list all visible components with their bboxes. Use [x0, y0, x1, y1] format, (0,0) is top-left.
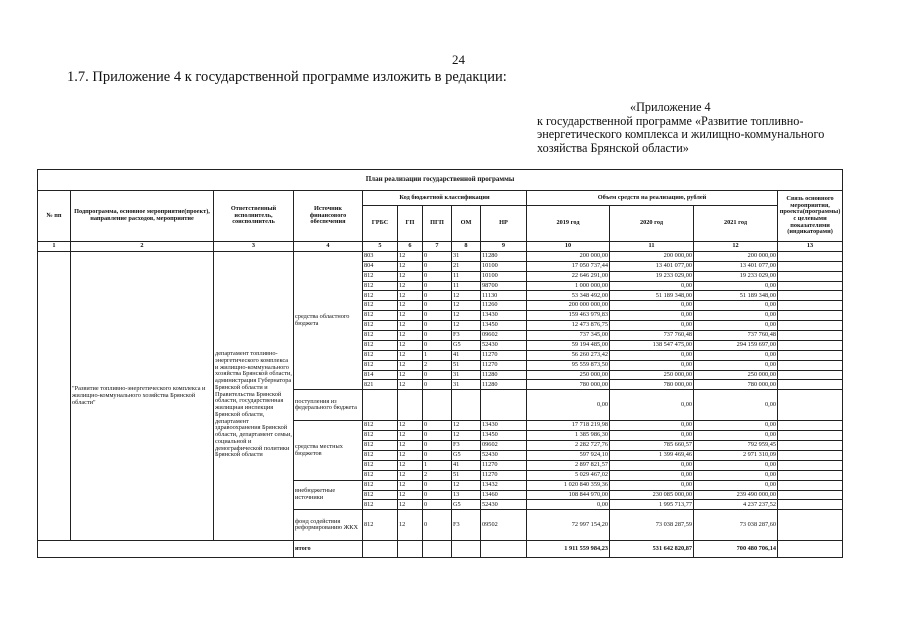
header-executor: Ответственный исполнитель, соисполнитель — [214, 191, 294, 242]
row-no-cell — [38, 251, 71, 540]
col-number: 7 — [423, 242, 452, 252]
code-cell: 812 — [363, 460, 398, 470]
link-cell — [778, 510, 843, 541]
amount-cell: 56 260 273,42 — [527, 350, 610, 360]
code-cell: 12 — [452, 291, 481, 301]
code-cell: 13460 — [481, 490, 527, 500]
code-cell — [452, 390, 481, 421]
appendix-line: хозяйства Брянской области» — [537, 140, 689, 155]
code-cell: 12 — [398, 281, 423, 291]
code-cell — [423, 390, 452, 421]
amount-cell: 108 844 970,00 — [527, 490, 610, 500]
link-cell — [778, 271, 843, 281]
link-cell — [778, 500, 843, 510]
amount-cell: 72 997 154,20 — [527, 510, 610, 541]
code-cell: 11280 — [481, 251, 527, 261]
table-row — [38, 251, 843, 261]
code-cell: 11260 — [481, 301, 527, 311]
code-cell: 12 — [398, 451, 423, 461]
code-cell: 812 — [363, 421, 398, 431]
amount-cell: 737 760,48 — [610, 331, 694, 341]
code-cell: 10100 — [481, 271, 527, 281]
code-cell: 52430 — [481, 451, 527, 461]
total-blank-cell — [38, 541, 294, 558]
code-cell — [423, 541, 452, 558]
col-number: 4 — [294, 242, 363, 252]
amount-cell: 0,00 — [694, 460, 778, 470]
code-cell: 11 — [452, 271, 481, 281]
amount-cell: 0,00 — [694, 421, 778, 431]
code-cell: 1 — [423, 460, 452, 470]
amount-cell: 0,00 — [610, 460, 694, 470]
intro-text: 1.7. Приложение 4 к государственной программе изложить в редакции: — [67, 69, 507, 85]
code-cell: F3 — [452, 331, 481, 341]
amount-cell: 0,00 — [610, 480, 694, 490]
total-amount-cell: 1 911 559 984,23 — [527, 541, 610, 558]
col-number: 6 — [398, 242, 423, 252]
col-number: 8 — [452, 242, 481, 252]
code-cell: 52430 — [481, 340, 527, 350]
link-cell — [778, 541, 843, 558]
header-pgp: ПГП — [423, 206, 452, 242]
code-cell: 812 — [363, 311, 398, 321]
appendix-line: «Приложение 4 — [630, 100, 711, 114]
code-cell: G5 — [452, 451, 481, 461]
link-cell — [778, 350, 843, 360]
header-gp: ГП — [398, 206, 423, 242]
amount-cell: 1 020 840 359,36 — [527, 480, 610, 490]
link-cell — [778, 431, 843, 441]
code-cell: 12 — [398, 301, 423, 311]
amount-cell: 4 237 237,52 — [694, 500, 778, 510]
code-cell — [481, 390, 527, 421]
amount-cell: 294 159 697,00 — [694, 340, 778, 350]
link-cell — [778, 340, 843, 350]
header-volume-group: Объем средств на реализацию, рублей — [527, 191, 778, 206]
link-cell — [778, 460, 843, 470]
code-cell: 11280 — [481, 370, 527, 380]
code-cell: 12 — [398, 291, 423, 301]
amount-cell: 0,00 — [610, 421, 694, 431]
amount-cell: 0,00 — [610, 470, 694, 480]
link-cell — [778, 251, 843, 261]
amount-cell: 780 000,00 — [610, 380, 694, 390]
amount-cell: 17 050 737,44 — [527, 261, 610, 271]
code-cell: 812 — [363, 301, 398, 311]
code-cell: 41 — [452, 350, 481, 360]
amount-cell: 0,00 — [610, 321, 694, 331]
link-cell — [778, 321, 843, 331]
code-cell: 821 — [363, 380, 398, 390]
code-cell: 812 — [363, 340, 398, 350]
code-cell: F3 — [452, 441, 481, 451]
code-cell: 12 — [398, 370, 423, 380]
link-cell — [778, 291, 843, 301]
amount-cell: 95 559 873,50 — [527, 360, 610, 370]
code-cell: 12 — [398, 311, 423, 321]
amount-cell: 200 000,00 — [694, 251, 778, 261]
amount-cell: 0,00 — [694, 281, 778, 291]
appendix-line: энергетического комплекса и жилищно-коммунального — [537, 127, 825, 142]
code-cell: 12 — [452, 480, 481, 490]
code-cell: 812 — [363, 490, 398, 500]
amount-cell: 597 924,10 — [527, 451, 610, 461]
code-cell: 12 — [398, 431, 423, 441]
code-cell: 12 — [398, 251, 423, 261]
header-2021: 2021 год — [694, 206, 778, 242]
amount-cell: 0,00 — [610, 311, 694, 321]
link-cell — [778, 451, 843, 461]
amount-cell: 159 463 979,83 — [527, 311, 610, 321]
amount-cell: 0,00 — [610, 360, 694, 370]
code-cell: 0 — [423, 421, 452, 431]
code-cell: 12 — [452, 301, 481, 311]
header-2019: 2019 год — [527, 206, 610, 242]
amount-cell: 59 194 485,00 — [527, 340, 610, 350]
code-cell: 0 — [423, 490, 452, 500]
amount-cell: 0,00 — [610, 281, 694, 291]
col-number: 5 — [363, 242, 398, 252]
amount-cell: 1 399 469,46 — [610, 451, 694, 461]
code-cell: 11280 — [481, 380, 527, 390]
code-cell: 11270 — [481, 350, 527, 360]
source-fund-cell: фонд содействия реформированию ЖКХ — [294, 510, 363, 541]
amount-cell: 19 233 029,00 — [694, 271, 778, 281]
col-number: 12 — [694, 242, 778, 252]
code-cell — [398, 541, 423, 558]
amount-cell: 12 473 876,75 — [527, 321, 610, 331]
total-amount-cell: 531 642 820,87 — [610, 541, 694, 558]
link-cell — [778, 390, 843, 421]
header-no: № пп — [38, 191, 71, 242]
amount-cell: 737 345,00 — [527, 331, 610, 341]
total-amount-cell: 700 480 706,14 — [694, 541, 778, 558]
code-cell: 812 — [363, 331, 398, 341]
link-cell — [778, 380, 843, 390]
link-cell — [778, 261, 843, 271]
code-cell: 0 — [423, 480, 452, 490]
header-grbs: ГРБС — [363, 206, 398, 242]
code-cell: 11 — [452, 281, 481, 291]
code-cell: 0 — [423, 291, 452, 301]
code-cell: 12 — [452, 431, 481, 441]
code-cell — [363, 390, 398, 421]
code-cell: 13450 — [481, 431, 527, 441]
amount-cell: 785 660,57 — [610, 441, 694, 451]
code-cell: 10100 — [481, 261, 527, 271]
amount-cell: 250 000,00 — [527, 370, 610, 380]
amount-cell: 0,00 — [610, 301, 694, 311]
column-numbers-row — [38, 242, 843, 252]
code-cell: 812 — [363, 350, 398, 360]
code-cell — [398, 390, 423, 421]
code-cell: 12 — [398, 271, 423, 281]
code-cell: 11270 — [481, 470, 527, 480]
code-cell: 0 — [423, 451, 452, 461]
amount-cell: 0,00 — [610, 431, 694, 441]
code-cell: 12 — [398, 460, 423, 470]
amount-cell: 0,00 — [694, 301, 778, 311]
code-cell: 0 — [423, 331, 452, 341]
link-cell — [778, 490, 843, 500]
code-cell: 2 — [423, 470, 452, 480]
code-cell: 0 — [423, 431, 452, 441]
col-number: 2 — [71, 242, 214, 252]
code-cell: 31 — [452, 251, 481, 261]
code-cell: 812 — [363, 271, 398, 281]
code-cell: 12 — [398, 321, 423, 331]
header-link: Связь основного мероприятия, проекта(программы) с целевыми показателями (индикаторами) — [778, 191, 843, 242]
code-cell: F3 — [452, 510, 481, 541]
code-cell: 812 — [363, 451, 398, 461]
code-cell: 13432 — [481, 480, 527, 490]
amount-cell: 792 959,45 — [694, 441, 778, 451]
code-cell: 0 — [423, 500, 452, 510]
link-cell — [778, 370, 843, 380]
source-extra-cell: внебюджетные источники — [294, 480, 363, 510]
link-cell — [778, 470, 843, 480]
code-cell: 51 — [452, 470, 481, 480]
code-cell: G5 — [452, 340, 481, 350]
amount-cell: 0,00 — [694, 321, 778, 331]
link-cell — [778, 281, 843, 291]
amount-cell: 0,00 — [694, 470, 778, 480]
header-event: Подпрограмма, основное мероприятие(проект), направление расходов, мероприятие — [71, 191, 214, 242]
code-cell: 09602 — [481, 331, 527, 341]
amount-cell: 2 971 310,09 — [694, 451, 778, 461]
amount-cell: 0,00 — [694, 311, 778, 321]
amount-cell: 22 646 291,00 — [527, 271, 610, 281]
amount-cell: 73 038 287,60 — [694, 510, 778, 541]
code-cell: 12 — [452, 311, 481, 321]
code-cell: 12 — [398, 380, 423, 390]
appendix-header — [537, 101, 857, 155]
amount-cell: 200 000,00 — [610, 251, 694, 261]
code-cell: 11270 — [481, 360, 527, 370]
amount-cell: 138 547 475,00 — [610, 340, 694, 350]
amount-cell: 19 233 029,00 — [610, 271, 694, 281]
code-cell: 2 — [423, 360, 452, 370]
col-number: 11 — [610, 242, 694, 252]
code-cell: 0 — [423, 281, 452, 291]
col-number: 3 — [214, 242, 294, 252]
code-cell: 31 — [452, 380, 481, 390]
amount-cell: 0,00 — [694, 350, 778, 360]
code-cell: 0 — [423, 261, 452, 271]
code-cell: G5 — [452, 500, 481, 510]
executor-cell: департамент топливно-энергетического комплекса и жилищно-коммунального хозяйства Брянской области, администрация Губернатора Брянской области и Правительства Брянской области, государственная жилищная инспекция Брянской области, департамент здравоохранения Брянской области, департамент семьи, социальной и демографической политики Брянской области — [214, 251, 294, 540]
code-cell: 12 — [398, 340, 423, 350]
code-cell — [481, 541, 527, 558]
code-cell: 12 — [398, 350, 423, 360]
col-number: 1 — [38, 242, 71, 252]
code-cell: 0 — [423, 251, 452, 261]
code-cell — [363, 541, 398, 558]
amount-cell: 737 760,48 — [694, 331, 778, 341]
code-cell: 12 — [452, 321, 481, 331]
link-cell — [778, 421, 843, 431]
code-cell: 09602 — [481, 441, 527, 451]
code-cell: 0 — [423, 380, 452, 390]
code-cell: 812 — [363, 480, 398, 490]
code-cell: 814 — [363, 370, 398, 380]
amount-cell: 17 718 219,98 — [527, 421, 610, 431]
code-cell: 0 — [423, 370, 452, 380]
amount-cell: 239 490 000,00 — [694, 490, 778, 500]
amount-cell: 0,00 — [527, 390, 610, 421]
code-cell: 812 — [363, 500, 398, 510]
amount-cell: 51 189 348,00 — [694, 291, 778, 301]
link-cell — [778, 480, 843, 490]
amount-cell: 5 029 467,02 — [527, 470, 610, 480]
amount-cell: 250 000,00 — [694, 370, 778, 380]
amount-cell: 0,00 — [694, 360, 778, 370]
link-cell — [778, 441, 843, 451]
code-cell: 803 — [363, 251, 398, 261]
code-cell: 13430 — [481, 421, 527, 431]
code-cell: 812 — [363, 291, 398, 301]
amount-cell: 1 000 000,00 — [527, 281, 610, 291]
amount-cell: 51 189 348,00 — [610, 291, 694, 301]
code-cell: 12 — [398, 421, 423, 431]
code-cell: 12 — [398, 510, 423, 541]
amount-cell: 0,00 — [527, 500, 610, 510]
link-cell — [778, 301, 843, 311]
header-np: НР — [481, 206, 527, 242]
header-om: ОМ — [452, 206, 481, 242]
amount-cell: 13 401 077,00 — [610, 261, 694, 271]
code-cell: 12 — [398, 261, 423, 271]
link-cell — [778, 311, 843, 321]
code-cell: 0 — [423, 321, 452, 331]
code-cell: 31 — [452, 370, 481, 380]
code-cell: 804 — [363, 261, 398, 271]
amount-cell: 0,00 — [694, 390, 778, 421]
amount-cell: 0,00 — [610, 350, 694, 360]
code-cell: 11130 — [481, 291, 527, 301]
amount-cell: 250 000,00 — [610, 370, 694, 380]
code-cell: 13450 — [481, 321, 527, 331]
col-number: 9 — [481, 242, 527, 252]
code-cell: 0 — [423, 271, 452, 281]
amount-cell: 0,00 — [694, 431, 778, 441]
col-number: 13 — [778, 242, 843, 252]
amount-cell: 0,00 — [694, 480, 778, 490]
amount-cell: 53 348 492,00 — [527, 291, 610, 301]
total-label: итого — [294, 541, 363, 558]
code-cell: 0 — [423, 510, 452, 541]
link-cell — [778, 360, 843, 370]
code-cell: 52430 — [481, 500, 527, 510]
header-source: Источник финансового обеспечения — [294, 191, 363, 242]
amount-cell: 780 000,00 — [527, 380, 610, 390]
code-cell: 0 — [423, 311, 452, 321]
code-cell: 13 — [452, 490, 481, 500]
code-cell: 21 — [452, 261, 481, 271]
code-cell: 12 — [398, 480, 423, 490]
code-cell: 11270 — [481, 460, 527, 470]
amount-cell: 2 897 821,57 — [527, 460, 610, 470]
code-cell — [452, 541, 481, 558]
code-cell: 12 — [398, 490, 423, 500]
code-cell: 0 — [423, 340, 452, 350]
amount-cell: 13 401 077,00 — [694, 261, 778, 271]
code-cell: 812 — [363, 431, 398, 441]
link-cell — [778, 331, 843, 341]
code-cell: 812 — [363, 510, 398, 541]
source-federal-cell: поступления из федерального бюджета — [294, 390, 363, 421]
code-cell: 812 — [363, 360, 398, 370]
source-regional-cell: средства областного бюджета — [294, 251, 363, 389]
amount-cell: 200 000,00 — [527, 251, 610, 261]
source-local-cell: средства местных бюджетов — [294, 421, 363, 480]
plan-table — [37, 169, 843, 558]
code-cell: 0 — [423, 441, 452, 451]
table-title: План реализации государственной программы — [38, 170, 843, 191]
header-2020: 2020 год — [610, 206, 694, 242]
code-cell: 812 — [363, 281, 398, 291]
code-cell: 41 — [452, 460, 481, 470]
code-cell: 13430 — [481, 311, 527, 321]
code-cell: 12 — [452, 421, 481, 431]
code-cell: 1 — [423, 350, 452, 360]
event-name-cell: "Развитие топливно-энергетического комплекса и жилищно-коммунального хозяйства Брянской области" — [71, 251, 214, 540]
code-cell: 12 — [398, 441, 423, 451]
amount-cell: 230 085 000,00 — [610, 490, 694, 500]
code-cell: 812 — [363, 321, 398, 331]
code-cell: 12 — [398, 470, 423, 480]
code-cell: 12 — [398, 331, 423, 341]
amount-cell: 200 000 000,00 — [527, 301, 610, 311]
code-cell: 09502 — [481, 510, 527, 541]
code-cell: 812 — [363, 441, 398, 451]
code-cell: 12 — [398, 500, 423, 510]
code-cell: 12 — [398, 360, 423, 370]
code-cell: 51 — [452, 360, 481, 370]
amount-cell: 1 995 713,77 — [610, 500, 694, 510]
page-number: 24 — [452, 52, 465, 67]
code-cell: 812 — [363, 470, 398, 480]
amount-cell: 1 385 986,30 — [527, 431, 610, 441]
amount-cell: 780 000,00 — [694, 380, 778, 390]
amount-cell: 2 282 727,76 — [527, 441, 610, 451]
code-cell: 0 — [423, 301, 452, 311]
total-row — [38, 541, 843, 558]
col-number: 10 — [527, 242, 610, 252]
code-cell: 98700 — [481, 281, 527, 291]
header-code-group: Код бюджетной классификации — [363, 191, 527, 206]
amount-cell: 73 038 287,59 — [610, 510, 694, 541]
appendix-line: к государственной программе «Развитие топливно- — [537, 113, 804, 128]
amount-cell: 0,00 — [610, 390, 694, 421]
